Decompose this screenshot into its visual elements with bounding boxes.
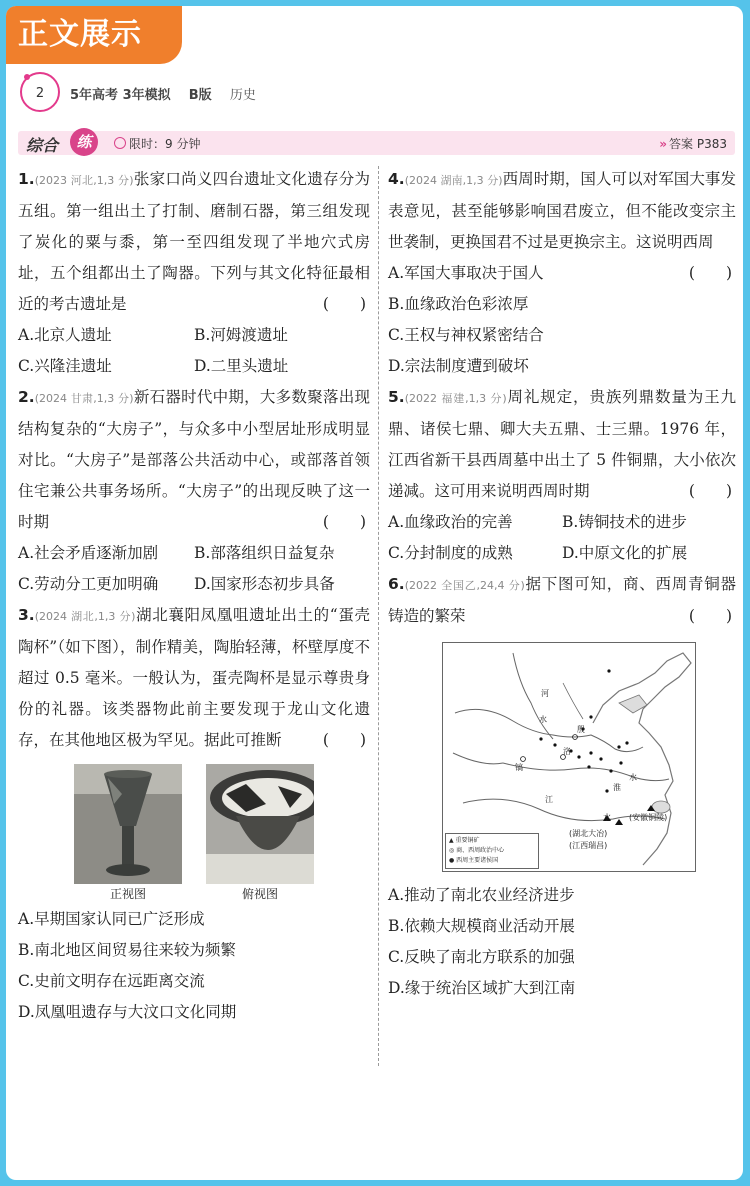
question-number: 2. bbox=[18, 388, 35, 406]
answer-paren: ( ) bbox=[688, 482, 732, 500]
option-b: B.部落组织日益复杂 bbox=[194, 544, 335, 562]
question-stem: 湖北襄阳凤凰咀遗址出土的“蛋壳陶杯”（如下图），制作精美，陶胎轻薄，杯壁厚度不超过 0.5 毫米。一般认为，蛋壳陶杯是显示尊贵身份的礼器。该类器物此前主要发现于龙山文化遗存，在其他地区极为罕见。据此可推断 bbox=[18, 606, 370, 749]
map-label-shui: 水 bbox=[629, 773, 637, 782]
map-label-huai: 淮 bbox=[613, 783, 621, 792]
option-c: C.劳动分工更加明确 bbox=[18, 575, 159, 593]
question-2 bbox=[18, 382, 370, 538]
question-stem: 新石器时代中期，大多数聚落出现结构复杂的“大房子”，与众多中小型居址形成明显对比。“大房子”是部落公共活动中心，或部落首领住宅兼公共事务场所。“大房子”的出现反映了这一时期 bbox=[18, 388, 370, 531]
option-a: A.推动了南北农业经济进步 bbox=[388, 886, 575, 904]
option-d: D.缘于统治区域扩大到江南 bbox=[388, 979, 576, 997]
option-c: C.史前文明存在远距离交流 bbox=[18, 972, 205, 990]
section-tag: 正文展示 bbox=[6, 6, 182, 64]
question-3 bbox=[18, 600, 370, 756]
option-b: B.铸铜技术的进步 bbox=[562, 513, 687, 531]
options-row bbox=[388, 507, 736, 538]
options-row bbox=[18, 569, 370, 600]
option-b: B.南北地区间贸易往来较为频繁 bbox=[18, 941, 236, 959]
question-number: 4. bbox=[388, 170, 405, 188]
front-view-caption: 正视图 bbox=[109, 887, 146, 901]
option-a: A.早期国家认同已广泛形成 bbox=[18, 910, 205, 928]
legend-item: ● 西周主要诸侯国 bbox=[449, 857, 499, 864]
figure-row bbox=[18, 764, 370, 904]
option-b: B.依赖大规模商业活动开展 bbox=[388, 917, 575, 935]
option-a: A.军国大事取决于国人 bbox=[388, 264, 544, 282]
answer-paren: ( ) bbox=[688, 607, 732, 625]
question-source: (2024 甘肃,1,3 分) bbox=[34, 392, 134, 405]
question-1 bbox=[18, 164, 370, 320]
clock-icon bbox=[114, 137, 126, 149]
option-c: C.兴隆洼遗址 bbox=[18, 357, 112, 375]
column-divider bbox=[378, 166, 379, 1066]
option-b: B.血缘政治色彩浓厚 bbox=[388, 295, 529, 313]
options-row bbox=[388, 538, 736, 569]
question-source: (2022 全国乙,24,4 分) bbox=[404, 579, 525, 592]
map-label-luo: 洛 bbox=[563, 747, 571, 756]
option-d: D.凤凰咀遗存与大汶口文化同期 bbox=[18, 1003, 237, 1021]
question-source: (2024 湖北,1,3 分) bbox=[34, 610, 136, 623]
practice-bar bbox=[18, 131, 735, 155]
options-row bbox=[18, 351, 370, 382]
left-column bbox=[18, 164, 370, 1028]
option-a: A.血缘政治的完善 bbox=[388, 513, 513, 531]
map-label-yin: 殷 bbox=[577, 725, 585, 734]
option-d: D.中原文化的扩展 bbox=[562, 544, 688, 562]
right-column bbox=[388, 164, 736, 1004]
map-label-jiangxi-ruichang: (江西瑞昌) bbox=[569, 841, 608, 850]
book-subject: 历史 bbox=[229, 88, 256, 103]
question-stem: 张家口尚义四台遗址文化遗存分为五组。第一组出土了打制、磨制石器，第三组发现了炭化的粟与黍，第一至四组发现了半地穴式房址，五个组都出土了陶器。下列与其文化特征最相近的考古遗址是 bbox=[18, 170, 370, 313]
legend-item: ◎ 商、西周政治中心 bbox=[449, 847, 505, 854]
eggshell-cup-front-photo bbox=[74, 764, 182, 884]
book-edition: B版 bbox=[188, 88, 212, 103]
option-c: C.王权与神权紧密结合 bbox=[388, 326, 544, 344]
answer-paren: ( ) bbox=[688, 264, 732, 282]
legend-item: ▲ 重要铜矿 bbox=[449, 837, 480, 844]
eggshell-cup-top-photo bbox=[206, 764, 314, 884]
question-source: (2022 福建,1,3 分) bbox=[404, 392, 507, 405]
question-number: 1. bbox=[18, 170, 35, 188]
map-legend bbox=[445, 833, 539, 869]
answer-paren: ( ) bbox=[322, 513, 366, 531]
option-a: A.社会矛盾逐渐加剧 bbox=[18, 544, 159, 562]
option-d: D.国家形态初步具备 bbox=[194, 575, 335, 593]
question-stem: 周礼规定，贵族列鼎数量为王九鼎、诸侯七鼎、卿大夫五鼎、士三鼎。1976 年，江西省新干县西周墓中出土了 5 件铜鼎，大小依次递减。这可用来说明西周时期 bbox=[388, 388, 736, 500]
question-source: (2023 河北,1,3 分) bbox=[34, 174, 134, 187]
question-source: (2024 湖南,1,3 分) bbox=[404, 174, 503, 187]
question-number: 3. bbox=[18, 606, 35, 624]
option-a: A.北京人遗址 bbox=[18, 326, 112, 344]
page bbox=[6, 6, 743, 1180]
question-number: 5. bbox=[388, 388, 405, 406]
practice-badge: 练 bbox=[70, 128, 98, 156]
answer-paren: ( ) bbox=[322, 295, 366, 313]
bronze-mines-map bbox=[442, 642, 696, 872]
map-label-shui: 水 bbox=[603, 813, 611, 822]
question-number: 6. bbox=[388, 575, 405, 593]
map-label-he: 河 bbox=[541, 689, 549, 698]
top-view-caption: 俯视图 bbox=[241, 887, 278, 901]
question-stem: 西周时期，国人可以对军国大事发表意见，甚至能够影响国君废立，但不能改变宗主世袭制，更换国君不过是更换宗主。这说明西周 bbox=[388, 170, 736, 251]
options-row bbox=[18, 320, 370, 351]
double-chevron-icon: » bbox=[659, 137, 668, 151]
option-d: D.宗法制度遭到破坏 bbox=[388, 357, 529, 375]
time-limit: 限时：9 分钟 bbox=[114, 135, 200, 152]
map-label-anhui-tongling: (安徽铜陵) bbox=[629, 813, 668, 822]
map-label-hubei-daye: (湖北大冶) bbox=[569, 829, 608, 838]
map-label-hao: 镐 bbox=[515, 763, 523, 772]
option-c: C.反映了南北方联系的加强 bbox=[388, 948, 575, 966]
answer-paren: ( ) bbox=[322, 731, 366, 749]
front-view-figure bbox=[74, 764, 182, 904]
page-number: 2 bbox=[20, 72, 60, 112]
question-5 bbox=[388, 382, 736, 507]
option-b: B.河姆渡遗址 bbox=[194, 326, 288, 344]
book-title: 5年高考 3年模拟 bbox=[70, 88, 171, 103]
map-label-jiang: 江 bbox=[545, 795, 553, 804]
question-stem: 据下图可知，商、西周青铜器铸造的繁荣 bbox=[388, 575, 736, 625]
answer-reference: » 答案 P383 bbox=[659, 137, 727, 151]
option-c: C.分封制度的成熟 bbox=[388, 544, 513, 562]
book-header bbox=[70, 84, 256, 103]
options-row bbox=[18, 538, 370, 569]
question-6 bbox=[388, 569, 736, 632]
option-d: D.二里头遗址 bbox=[194, 357, 289, 375]
practice-label: 综合 bbox=[26, 136, 59, 155]
map-label-shui: 水 bbox=[539, 715, 547, 724]
top-view-figure bbox=[206, 764, 314, 904]
